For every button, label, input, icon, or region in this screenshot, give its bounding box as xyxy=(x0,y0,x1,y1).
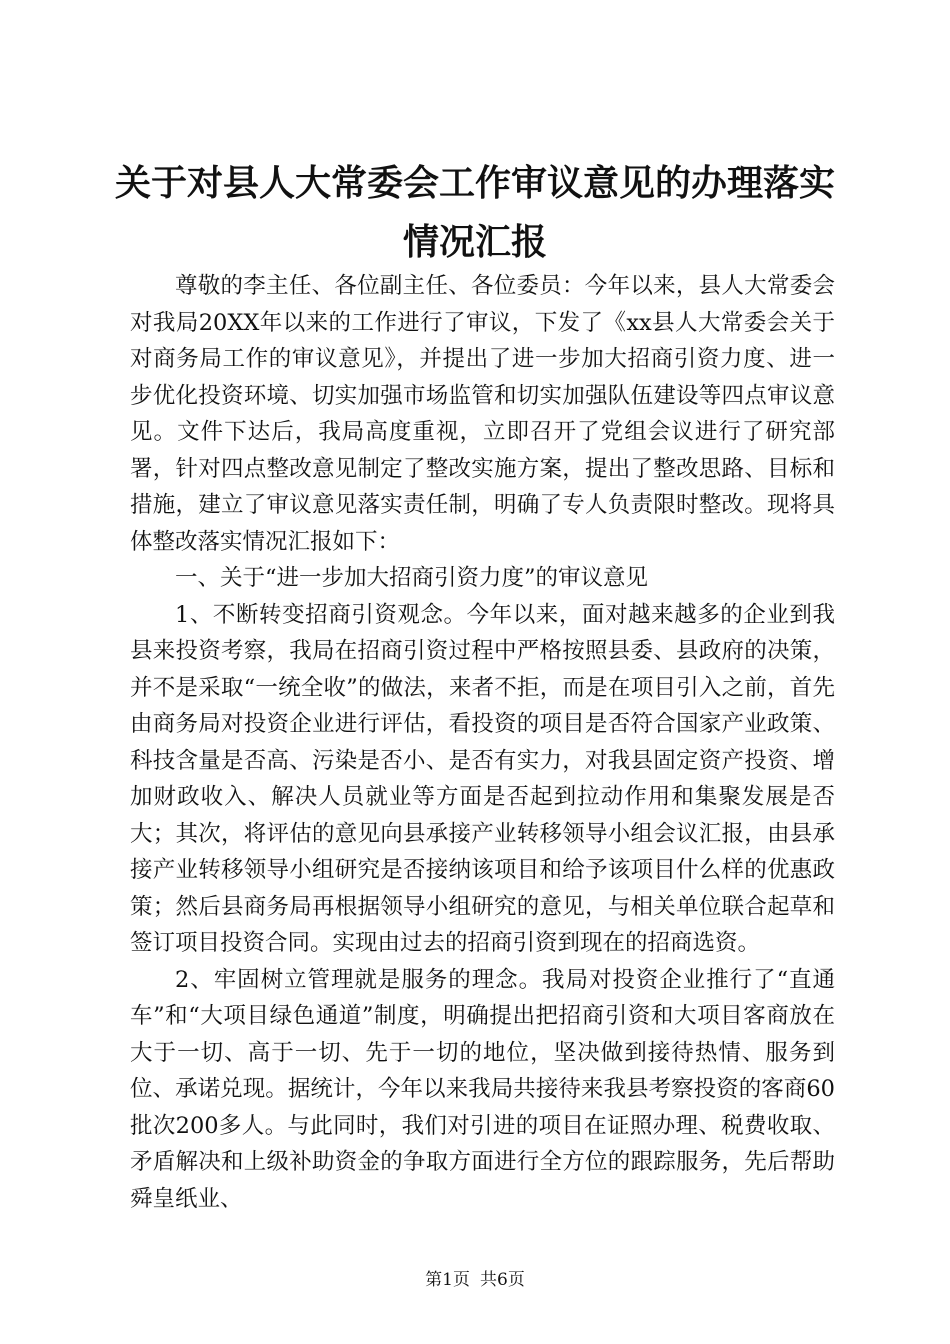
section-heading-1: 一、关于“进一步加大招商引资力度”的审议意见 xyxy=(175,565,649,591)
paragraph-opening: 尊敬的李主任、各位副主任、各位委员：今年以来，县人大常委会对我局20XX年以来的工作进行了审议，下发了《xx县人大常委会关于对商务局工作的审议意见》，并提出了进一步加大招商引资力度、进一步优化投资环境、切实加强市场监管和切实加强队伍建设等四点审议意见。文件下达后，我局高度重视，立即召开了党组会议进行了研究部署，针对四点整改意见制定了整改实施方案，提出了整改思路、目标和措施，建立了审议意见落实责任制，明确了专人负责限时整改。现将具体整改落实情况汇报如下： xyxy=(130,273,835,555)
paragraph-item-1: 1、不断转变招商引资观念。今年以来，面对越来越多的企业到我县来投资考察，我局在招商引资过程中严格按照县委、县政府的决策，并不是采取“一统全收”的做法，来者不拒，而是在项目引入之前，首先由商务局对投资企业进行评估，看投资的项目是否符合国家产业政策、科技含量是否高、污染是否小、是否有实力，对我县固定资产投资、增加财政收入、解决人员就业等方面是否起到拉动作用和集聚发展是否大；其次，将评估的意见向县承接产业转移领导小组会议汇报，由县承接产业转移领导小组研究是否接纳该项目和给予该项目什么样的优惠政策；然后县商务局再根据领导小组研究的意见，与相关单位联合起草和签订项目投资合同。实现由过去的招商引资到现在的招商选资。 xyxy=(130,601,835,956)
document-title-line-2: 情况汇报 xyxy=(402,221,547,263)
document-title-line-1: 关于对县人大常委会工作审议意见的办理落实 xyxy=(114,162,835,204)
page-total: 共6页 xyxy=(480,1270,525,1290)
document-body xyxy=(130,268,835,1217)
paragraph-item-2: 2、牢固树立管理就是服务的理念。我局对投资企业推行了“直通车”和“大项目绿色通道”制度，明确提出把招商引资和大项目客商放在大于一切、高于一切、先于一切的地位，坚决做到接待热情、服务到位、承诺兑现。据统计，今年以来我局共接待来我县考察投资的客商60批次200多人。与此同时，我们对引进的项目在证照办理、税费收取、矛盾解决和上级补助资金的争取方面进行全方位的跟踪服务，先后帮助舜皇纸业、 xyxy=(130,966,835,1212)
page-footer xyxy=(0,1270,950,1290)
page-number: 第1页 xyxy=(425,1270,470,1290)
